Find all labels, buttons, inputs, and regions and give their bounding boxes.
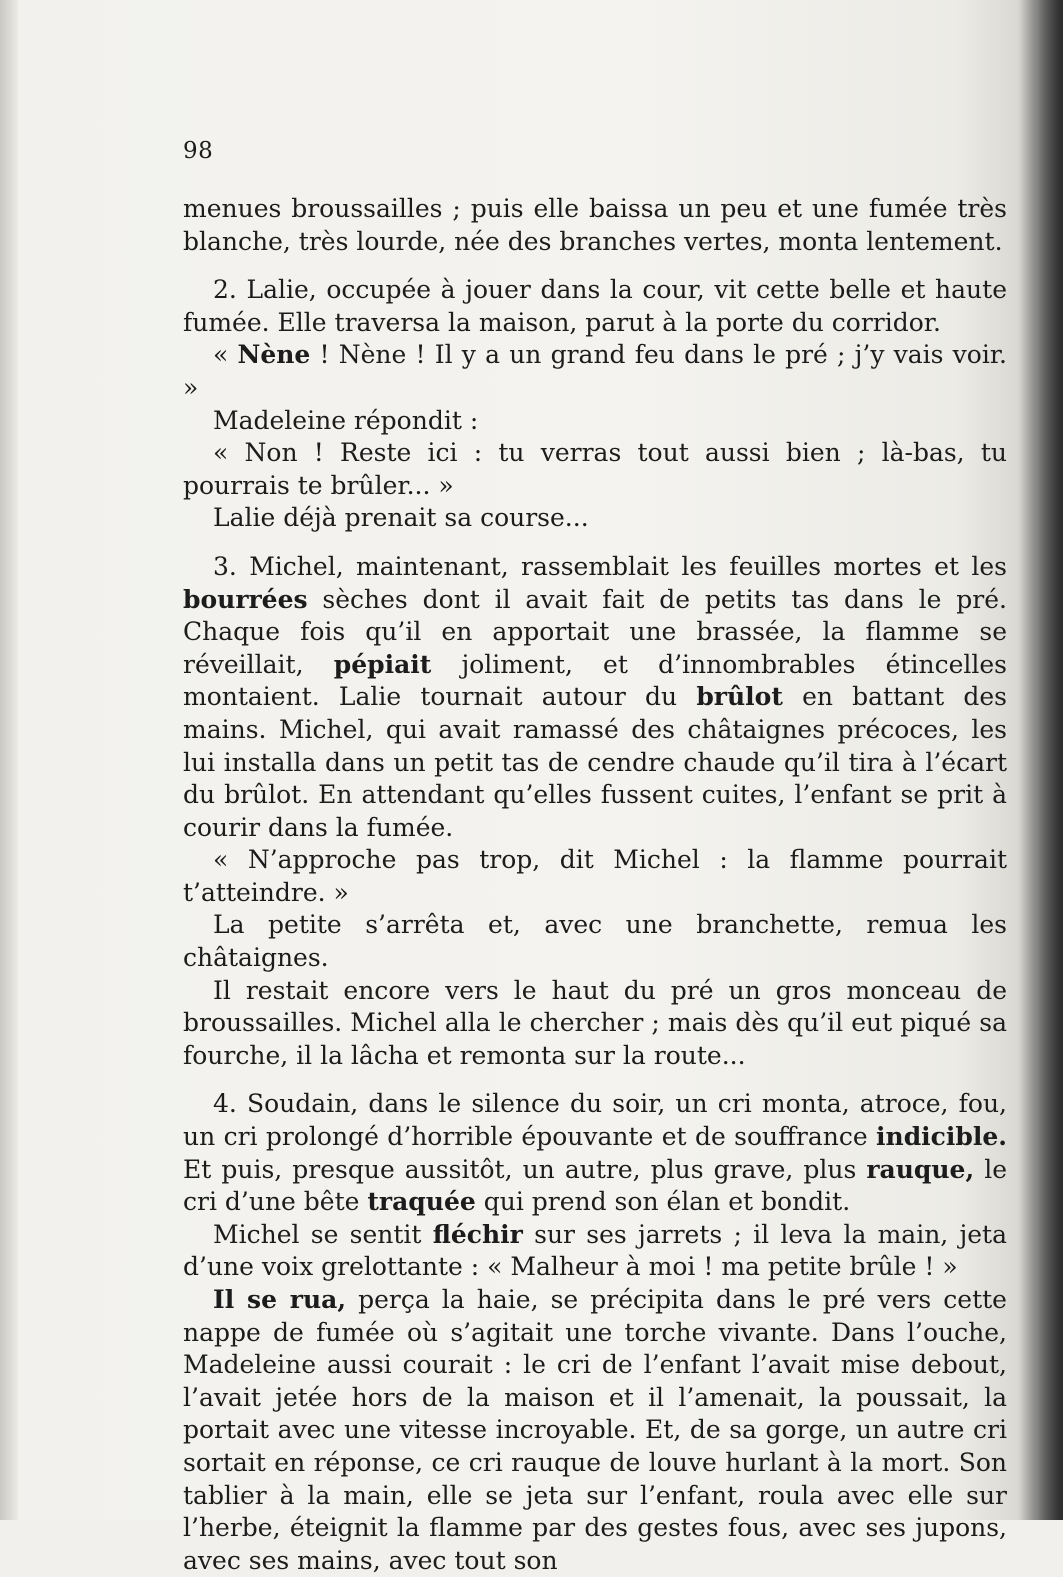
- bold-term: brûlot: [696, 682, 783, 712]
- bold-term: Nène: [237, 340, 311, 370]
- body-text: [183, 193, 1007, 1577]
- paragraph: [183, 339, 1007, 404]
- text-run: 3. Michel, maintenant, rassemblait les feuilles mortes et les: [213, 551, 1007, 581]
- paragraph: [183, 405, 1007, 438]
- bold-term: bourrées: [183, 584, 308, 614]
- paragraph: [183, 1088, 1007, 1218]
- paragraph: [183, 274, 1007, 339]
- text-run: Madeleine répondit :: [213, 405, 479, 435]
- bold-term: indicible.: [876, 1122, 1007, 1152]
- bold-term: traquée: [367, 1187, 476, 1217]
- text-run: menues broussailles ; puis elle baissa un peu et une fumée très blanche, très lourde, née des branches vertes, monta lentement.: [183, 194, 1007, 256]
- text-run: 4. Soudain, dans le silence du soir, un cri monta, atroce, fou, un cri prolongé d’horrible épouvante et de souffrance: [183, 1089, 1007, 1152]
- text-run: Lalie déjà prenait sa course...: [213, 503, 589, 533]
- text-run: joliment, et d’innombrables étincelles montaient. Lalie tournait autour du: [183, 649, 1007, 712]
- paragraph: [183, 502, 1007, 535]
- text-run: Et puis, presque aussitôt, un autre, plus grave, plus: [183, 1154, 867, 1184]
- text-run: «: [213, 340, 238, 370]
- paragraph: [183, 909, 1007, 974]
- page-number: 98: [183, 138, 214, 164]
- paragraph: [183, 1284, 1007, 1577]
- paragraph: [183, 437, 1007, 502]
- paragraph: [183, 1219, 1007, 1284]
- text-run: en battant des mains. Michel, qui avait ramassé des châtaignes précoces, les lui installa dans un petit tas de cendre chaude qu’il tira à l’écart du brûlot. En attendant qu’elles fussent cuites, l’enfant se prit à courir dans la fumée.: [183, 682, 1007, 842]
- text-run: sèches dont il avait fait de petits tas dans le pré. Chaque fois qu’il en apportait une brassée, la flamme se réveillait,: [183, 584, 1007, 679]
- paragraph: [183, 844, 1007, 909]
- text-run: Il restait encore vers le haut du pré un gros monceau de broussailles. Michel alla le chercher ; mais dès qu’il eut piqué sa fourche, il la lâcha et remonta sur la route...: [183, 975, 1007, 1070]
- text-run: Michel se sentit: [213, 1219, 433, 1249]
- text-run: La petite s’arrêta et, avec une branchette, remua les châtaignes.: [183, 910, 1007, 973]
- text-run: le cri d’une bête: [183, 1154, 1007, 1217]
- text-run: perça la haie, se précipita dans le pré vers cette nappe de fumée où s’agitait une torche vivante. Dans l’ouche, Madeleine aussi courait : le cri de l’enfant l’avait mise debout, l’avait jetée hors de la maison et il l’amenait, la poussait, la portait avec une vitesse incroyable. Et, de sa gorge, un autre cri sortait en réponse, ce cri rauque de louve hurlant à la mort. Son tablier à la main, elle se jeta sur l’enfant, roula avec elle sur l’herbe, éteignit la flamme par des gestes fous, avec ses jupons, avec ses mains, avec tout son: [183, 1285, 1007, 1575]
- text-run: ! Nène ! Il y a un grand feu dans le pré ; j’y vais voir. »: [183, 340, 1007, 402]
- bold-term: pépiait: [333, 649, 432, 679]
- bold-term: Il se rua,: [213, 1285, 347, 1314]
- page-binding-shadow: [1017, 0, 1063, 1520]
- page-left-edge: [0, 0, 18, 1520]
- paragraph: [183, 193, 1007, 258]
- paragraph: [183, 551, 1007, 844]
- text-run: « N’approche pas trop, dit Michel : la flamme pourrait t’atteindre. »: [183, 845, 1007, 907]
- text-run: sur ses jarrets ; il leva la main, jeta d’une voix grelottante : « Malheur à moi ! ma petite brûle ! »: [183, 1219, 1008, 1282]
- text-run: 2. Lalie, occupée à jouer dans la cour, vit cette belle et haute fumée. Elle traversa la maison, parut à la porte du corridor.: [183, 275, 1007, 337]
- bold-term: rauque,: [866, 1154, 975, 1184]
- text-run: qui prend son élan et bondit.: [475, 1187, 851, 1217]
- bold-term: fléchir: [432, 1219, 523, 1249]
- paragraph: [183, 975, 1007, 1073]
- text-run: « Non ! Reste ici : tu verras tout aussi bien ; là-bas, tu pourrais te brûler... »: [183, 438, 1007, 500]
